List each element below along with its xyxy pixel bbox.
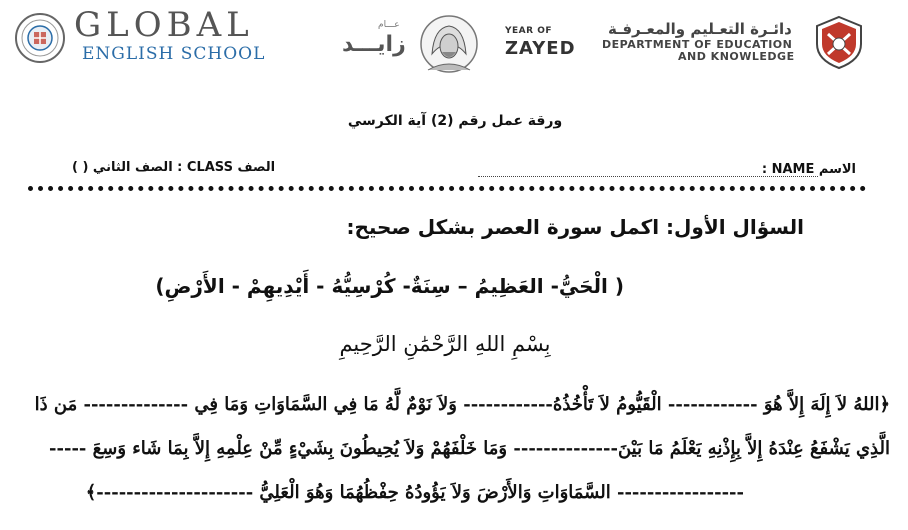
verse-line-1: ﴿اللهُ لاَ إِلَهَ إِلاَّ هُوَ ------------ الْقَيُّومُ لاَ تَأْخُذُهُ------------ وَلاَ نَوْمٌ لَّهُ مَا فِي السَّمَاوَاتِ وَمَا فِي -------------- مَن ذَا: [34, 394, 890, 415]
name-label: الاسم NAME :: [761, 162, 856, 177]
basmala: بِسْمِ اللهِ الرَّحْمَٰنِ الرَّحِيمِ: [339, 332, 551, 356]
question-prompt: السؤال الأول: اكمل سورة العصر بشكل صحيح:: [346, 215, 804, 239]
worksheet-title: ورقة عمل رقم (2) آية الكرسي: [347, 113, 563, 129]
verse-line-2: الَّذِي يَشْفَعُ عِنْدَهُ إِلاَّ بِإِذْنِهِ يَعْلَمُ مَا بَيْنَ-------------- وَمَا خَلْفَهُمْ وَلاَ يُحِيطُونَ بِشَيْءٍ مِّنْ عِلْمِهِ إِلاَّ بِمَا شَاء وَسِعَ -----: [49, 438, 890, 459]
word-bank: ( الْحَيُّ- العَظِيمُ – سِنَةٌ- كُرْسِيُّهُ - أَيْدِيهِمْ - الأَرْضِ): [155, 274, 624, 298]
department-name-arabic: دائـرة التعـليم والمعـرفـة: [608, 20, 792, 38]
department-name-english-line2: AND KNOWLEDGE: [678, 50, 795, 63]
name-field[interactable]: [478, 176, 818, 177]
department-name-english-line1: DEPARTMENT OF EDUCATION: [602, 38, 793, 51]
abu-dhabi-emblem-icon: [812, 14, 866, 70]
year-of-label: YEAR OF: [505, 26, 552, 36]
verse-line-3: ----------------- السَّمَاوَاتِ وَالأَرْضَ وَلاَ يَؤُودُهُ حِفْظُهُمَا وَهُوَ الْعَلِيُّ ---------------------﴾: [85, 482, 744, 503]
zayed-label: ZAYED: [505, 38, 576, 59]
school-name-line1: GLOBAL: [74, 5, 254, 45]
zayed-portrait-icon: [418, 14, 480, 74]
school-logo: [14, 12, 66, 64]
section-divider: [28, 186, 866, 191]
school-name-line2: ENGLISH SCHOOL: [82, 44, 266, 64]
year-of-zayed-arabic-small: عـــام: [378, 20, 400, 30]
class-label: الصف CLASS : الصف الثاني ( ): [72, 160, 276, 175]
year-of-zayed-arabic: زايـــد: [342, 32, 406, 57]
